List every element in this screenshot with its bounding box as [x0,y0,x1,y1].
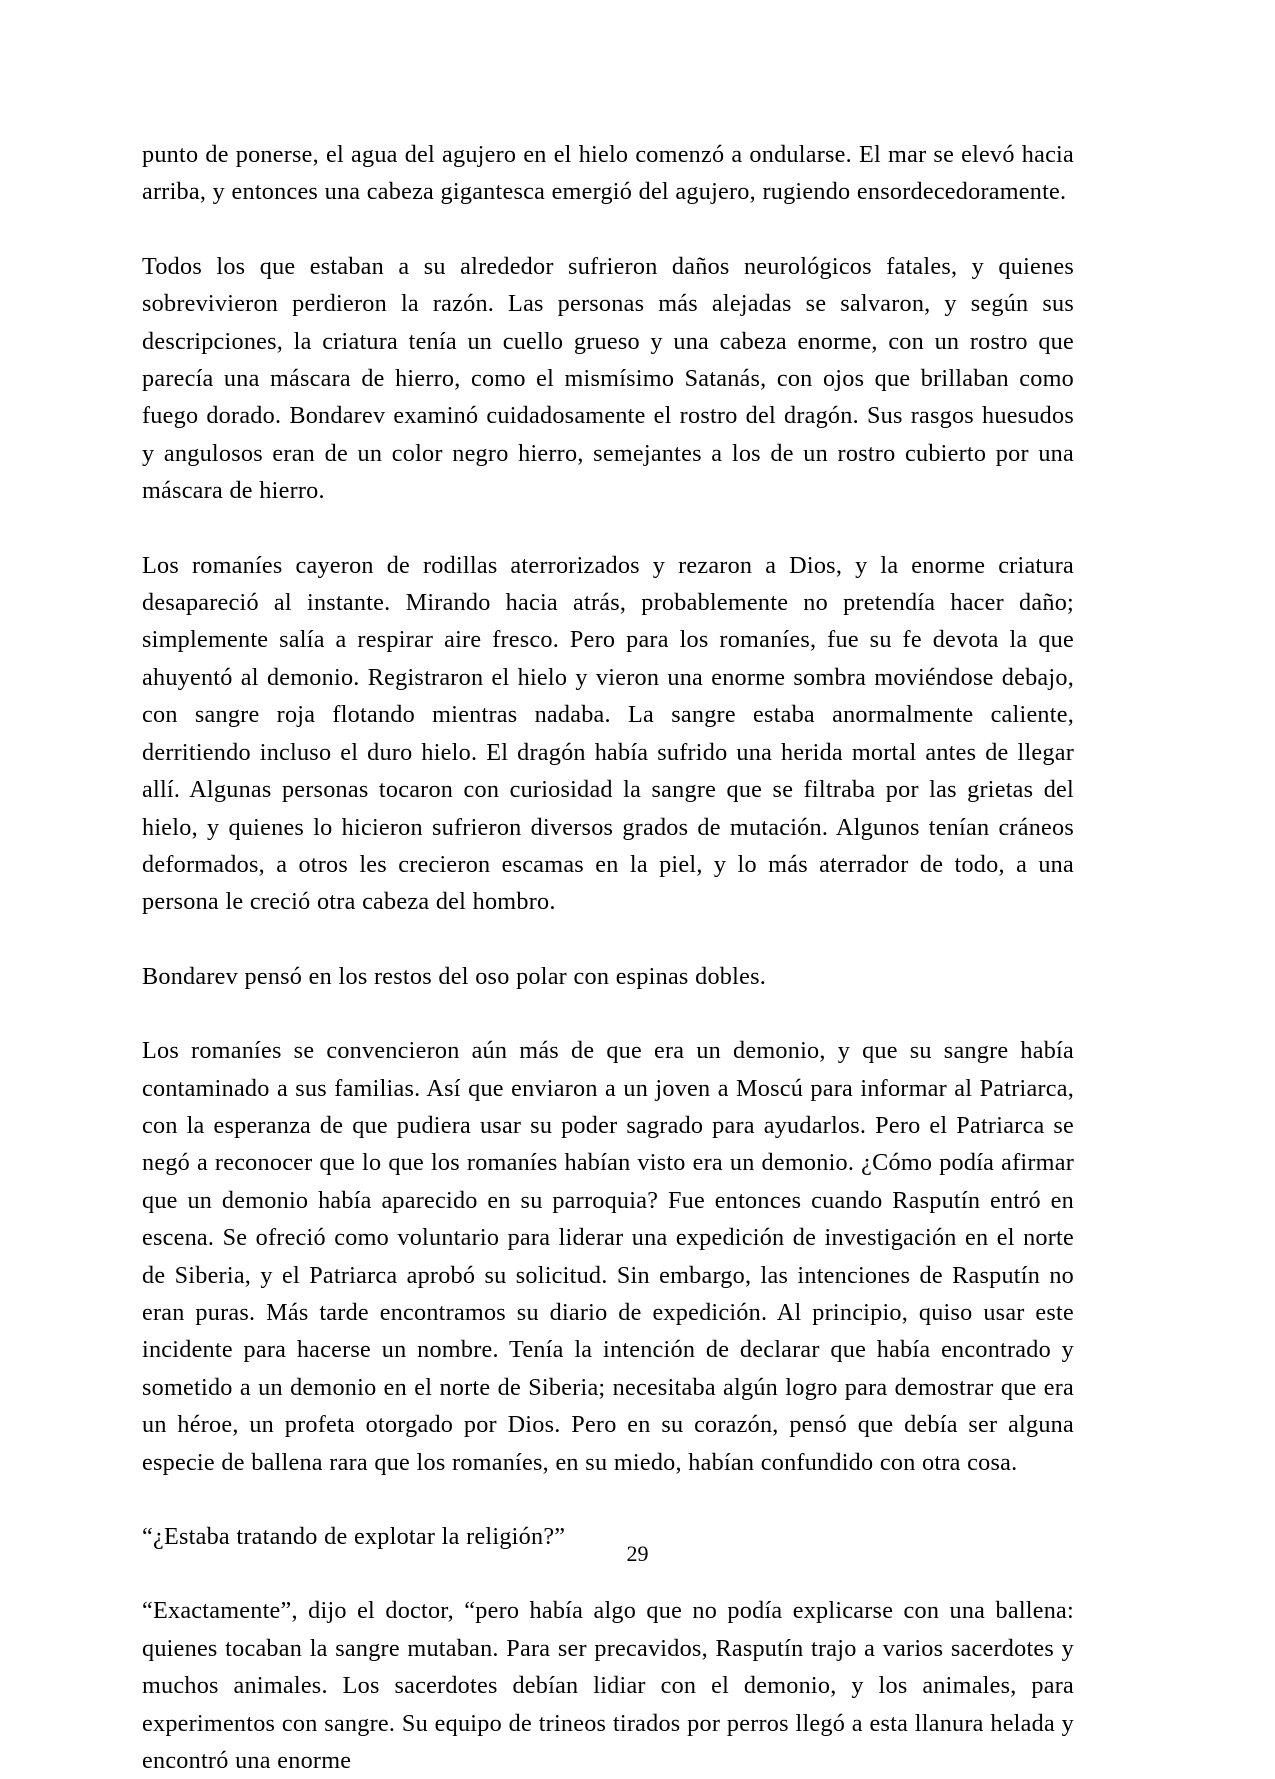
page-number: 29 [626,1541,649,1566]
paragraph-3: Los romaníes cayeron de rodillas aterrorizados y rezaron a Dios, y la enorme criatura desapareció al instante. Mirando hacia atrás, probablemente no pretendía hacer daño; simplemente salía a respirar aire fresco. Pero para los romaníes, fue su fe devota la que ahuyentó al demonio. Registraron el hielo y vieron una enorme sombra moviéndose debajo, con sangre roja flotando mientras nadaba. La sangre estaba anormalmente caliente, derritiendo incluso el duro hielo. El dragón había sufrido una herida mortal antes de llegar allí. Algunas personas tocaron con curiosidad la sangre que se filtraba por las grietas del hielo, y quienes lo hicieron sufrieron diversos grados de mutación. Algunos tenían cráneos deformados, a otros les crecieron escamas en la piel, y lo más aterrador de todo, a una persona le creció otra cabeza del hombro. [142,551,1074,916]
paragraph-2: Todos los que estaban a su alrededor sufrieron daños neurológicos fatales, y quienes sobrevivieron perdieron la razón. Las personas más alejadas se salvaron, y según sus descripciones, la criatura tenía un cuello grueso y una cabeza enorme, con un rostro que parecía una máscara de hierro, como el mismísimo Satanás, con ojos que brillaban como fuego dorado. Bondarev examinó cuidadosamente el rostro del dragón. Sus rasgos huesudos y angulosos eran de un color negro hierro, semejantes a los de un rostro cubierto por una máscara de hierro. [142,252,1074,505]
paragraph-continuation: punto de ponerse, el agua del agujero en el hielo comenzó a ondularse. El mar se elevó hacia arriba, y entonces una cabeza gigantesca emergió del agujero, rugiendo ensordecedoramente. [142,141,1074,206]
page-body-text [142,136,1074,1779]
paragraph-4: Bondarev pensó en los restos del oso polar con espinas dobles. [142,962,767,990]
paragraph-7-dialogue-answer: “Exactamente”, dijo el doctor, “pero había algo que no podía explicarse con una ballena: quienes tocaban la sangre mutaban. Para ser precavidos, Rasputín trajo a varios sacerdotes y muchos animales. Los sacerdotes debían lidiar con el demonio, y los animales, para experimentos con sangre. Su equipo de trineos tirados por perros llegó a esta llanura helada y encontró una enorme [142,1597,1074,1775]
paragraph-5: Los romaníes se convencieron aún más de que era un demonio, y que su sangre había contaminado a sus familias. Así que enviaron a un joven a Moscú para informar al Patriarca, con la esperanza de que pudiera usar su poder sagrado para ayudarlos. Pero el Patriarca se negó a reconocer que lo que los romaníes habían visto era un demonio. ¿Cómo podía afirmar que un demonio había aparecido en su parroquia? Fue entonces cuando Rasputín entró en escena. Se ofreció como voluntario para liderar una expedición de investigación en el norte de Siberia, y el Patriarca aprobó su solicitud. Sin embargo, las intenciones de Rasputín no eran puras. Más tarde encontramos su diario de expedición. Al principio, quiso usar este incidente para hacerse un nombre. Tenía la intención de declarar que había encontrado y sometido a un demonio en el norte de Siberia; necesitaba algún logro para demostrar que era un héroe, un profeta otorgado por Dios. Pero en su corazón, pensó que debía ser alguna especie de ballena rara que los romaníes, en su miedo, habían confundido con otra cosa. [142,1037,1074,1476]
paragraph-6-dialogue-question: “¿Estaba tratando de explotar la religión?” [142,1523,566,1550]
